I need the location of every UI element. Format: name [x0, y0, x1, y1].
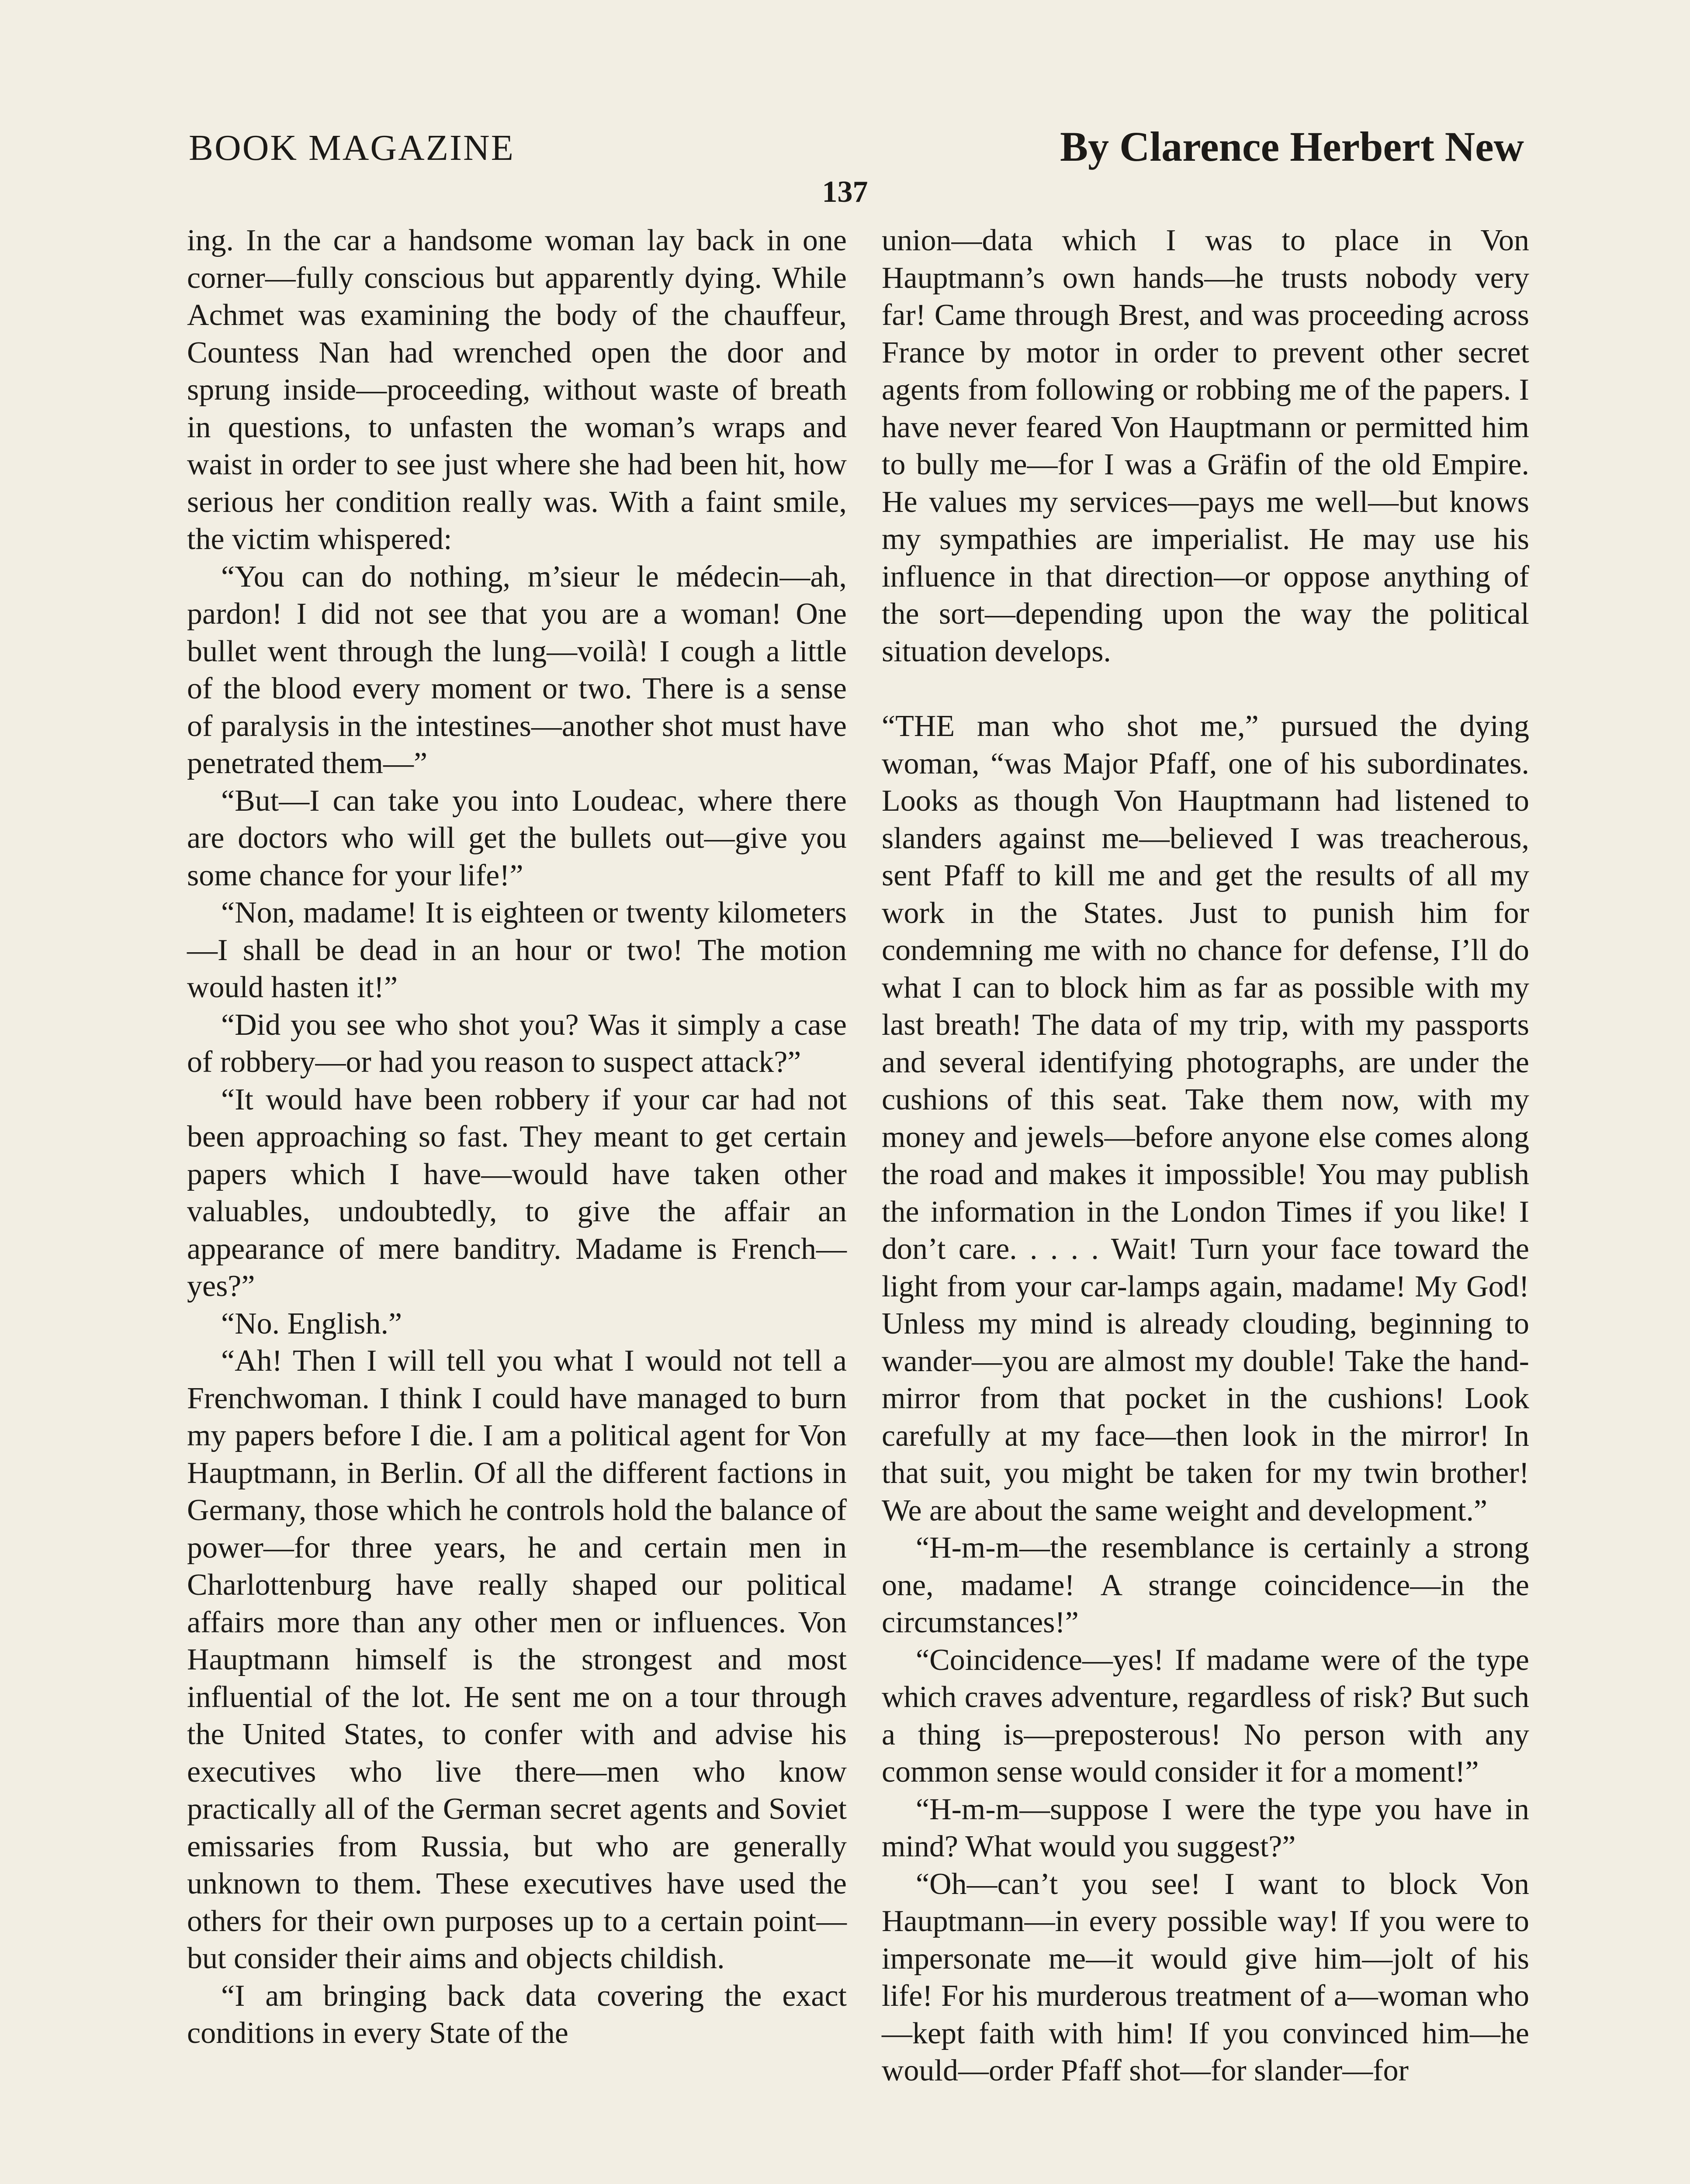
paragraph: “I am bringing back data covering the exact conditions in every State of the	[187, 1979, 847, 2050]
page-number: 137	[822, 175, 868, 209]
author-byline: By Clarence Herbert New	[1060, 123, 1524, 170]
left-column	[187, 222, 847, 2052]
paragraph: “Non, madame! It is eighteen or twenty kilometers—I shall be dead in an hour or two! The motion would hasten it!”	[187, 896, 847, 1004]
paragraph: “No. English.”	[221, 1306, 402, 1341]
paragraph: “H-m-m—suppose I were the type you have in mind? What would you suggest?”	[882, 1792, 1529, 1863]
paragraph: “You can do nothing, m’sieur le médecin—ah, pardon! I did not see that you are a woman! One bullet went through the lung—voilà! I cough a little of the blood every moment or two. There is a sense of paralysis in the intestines—another shot must have penetrated them—”	[187, 560, 847, 780]
paragraph: “H-m-m—the resemblance is certainly a strong one, madame! A strange coincidence—in the circumstances!”	[882, 1531, 1529, 1639]
magazine-title: BOOK MAGAZINE	[189, 128, 515, 168]
paragraph: “But—I can take you into Loudeac, where there are doctors who will get the bullets out—give you some chance for your life!”	[187, 784, 847, 892]
paragraph: “Did you see who shot you? Was it simply a case of robbery—or had you reason to suspect attack?”	[187, 1008, 847, 1079]
paragraph: union—data which I was to place in Von Hauptmann’s own hands—he trusts nobody very far! Came through Brest, and was proceeding across France by motor in order to prevent other secret agents from following or robbing me of the papers. I have never feared Von Hauptmann or permitted him to bully me—for I was a Gräfin of the old Empire. He values my services—pays me well—but knows my sympathies are imperialist. He may use his influence in that direction—or oppose anything of the sort—depending upon the way the political situation develops.	[882, 224, 1529, 668]
paragraph: “Coincidence—yes! If madame were of the type which craves adventure, regardless of risk? But such a thing is—preposterous! No person with any common sense would consider it for a moment!”	[882, 1643, 1529, 1789]
paragraph: “It would have been robbery if your car had not been approaching so fast. They meant to get certain papers which I have—would have taken other valuables, undoubtedly, to give the affair an appearance of mere banditry. Madame is French—yes?”	[187, 1082, 847, 1303]
right-column	[882, 222, 1529, 2090]
paragraph: “Ah! Then I will tell you what I would not tell a Frenchwoman. I think I could have managed to burn my papers before I die. I am a political agent for Von Hauptmann, in Berlin. Of all the different factions in Germany, those which he controls hold the balance of power—for three years, he and certain men in Charlottenburg have really shaped our political affairs more than any other men or influences. Von Hauptmann himself is the strongest and most influential of the lot. He sent me on a tour through the United States, to confer with and advise his executives who live there—men who know practically all of the German secret agents and Soviet emissaries from Russia, but who are generally unknown to them. These executives have used the others for their own purposes up to a certain point—but consider their aims and objects childish.	[187, 1344, 847, 1975]
paragraph: ing. In the car a handsome woman lay back in one corner—fully conscious but apparently dying. While Achmet was examining the body of the chauffeur, Countess Nan had wrenched open the door and sprung inside—proceeding, without waste of breath in questions, to unfasten the woman’s wraps and waist in order to see just where she had been hit, how serious her condition really was. With a faint smile, the victim whispered:	[187, 224, 847, 556]
paragraph-drop-cap: “THE man who shot me,” pursued the dying woman, “was Major Pfaff, one of his subordinates. Looks as though Von Hauptmann had listened to slanders against me—believed I was treacherous, sent Pfaff to kill me and get the results of all my work in the States. Just to punish him for condemning me with no chance for defense, I’ll do what I can to block him as far as possible with my last breath! The data of my trip, with my passports and several identifying photographs, are under the cushions of this seat. Take them now, with my money and jewels—before anyone else comes along the road and makes it impossible! You may publish the information in the London Times if you like! I don’t care. . . . . Wait! Turn your face toward the light from your car-lamps again, madame! My God! Unless my mind is already clouding, beginning to wander—you are almost my double! Take the hand-mirror from that pocket in the cushions! Look carefully at my face—then look in the mirror! In that suit, you might be taken for my twin brother! We are about the same weight and development.”	[882, 709, 1529, 1527]
paragraph: “Oh—can’t you see! I want to block Von Hauptmann—in every possible way! If you were to impersonate me—it would give him—jolt of his life! For his murderous treatment of a—woman who—kept faith with him! If you convinced him—he would—order Pfaff shot—for slander—for	[882, 1867, 1529, 2087]
